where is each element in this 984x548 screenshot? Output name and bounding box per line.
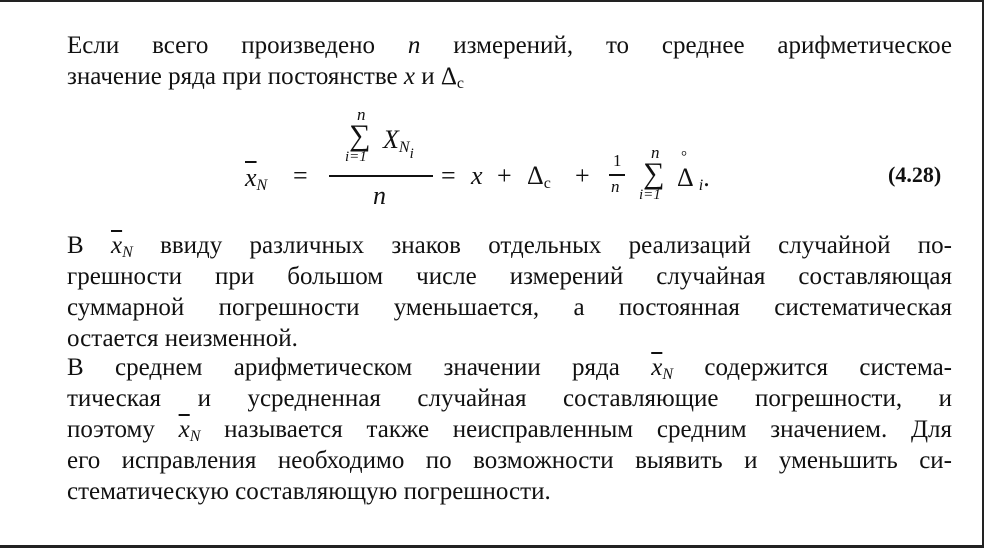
paragraph-uncorrected-mean: [67, 352, 952, 507]
formula-equals-2: =: [441, 161, 456, 190]
sum2-symbol: ∑: [643, 157, 665, 190]
sum2-upper-limit: n: [651, 143, 660, 162]
sum-symbol: ∑: [349, 119, 371, 152]
paragraph-3-line-5: стематическую составляющую погрешности.: [67, 478, 551, 505]
variable-x-bar-n: $\overline{x}_N$: [651, 354, 673, 383]
paragraph-intro-line-1: Если всего произведено n измерений, то среднее арифметическое: [67, 32, 952, 59]
paragraph-2-line-1: В $\overline{x}_N$ ввиду различных знаков отдельных реализаций случайной по-: [67, 232, 953, 261]
variable-n: n: [407, 32, 421, 59]
variable-x-bar-n: $\overline{x}_N$: [178, 416, 201, 445]
paragraph-3-line-3: поэтому $\overline{x}_N$ называется также неисправленным средним значением. Для: [67, 416, 952, 445]
paragraph-intro: [67, 30, 952, 92]
paragraph-2-line-3: суммарной погрешности уменьшается, а постоянная систематическая: [67, 294, 952, 321]
fraction-one: 1: [613, 151, 622, 170]
equation-number: (4.28): [888, 162, 942, 187]
sum2-lower-limit: i=1: [639, 187, 661, 203]
fraction-bar-main: [329, 175, 433, 177]
paragraph-random-error: [67, 230, 952, 354]
top-border: [0, 0, 984, 2]
paragraph-2-line-4: остается неизменной.: [67, 325, 298, 352]
paragraph-intro-line-2: значение ряда при постоянстве x и $\Delta_c$: [67, 63, 465, 92]
variable-x-bar-n: $\overline{x}_N$: [110, 232, 133, 261]
paragraph-3-line-1: В среднем арифметическом значении ряда $\overline{x}_N$ содержится система-: [67, 354, 953, 383]
fraction-n: n: [611, 177, 620, 196]
formula-numerator-var: $X_{Ni}$: [383, 125, 414, 162]
paragraph-2-line-2: грешности при большом числе измерений случайная составляющая: [67, 263, 952, 290]
formula-delta-c: $\Delta_c$: [527, 161, 551, 192]
sum-lower-limit: i=1: [345, 149, 367, 165]
formula-denominator: n: [373, 181, 386, 210]
fraction-bar-small: [609, 174, 625, 176]
formula-delta-i: Δ ° $_i$.: [677, 149, 710, 194]
formula-plus-2: +: [575, 161, 590, 190]
formula-lhs: $\overline{x}_N$: [245, 163, 268, 194]
formula-plus-1: +: [497, 161, 512, 190]
variable-x: x: [403, 63, 415, 90]
equation-4-28: [245, 105, 945, 215]
formula-x: x: [471, 161, 483, 190]
delta-symbol: Δ: [440, 63, 457, 90]
paragraph-3-line-2: тическая и усредненная случайная составляющие погрешности, и: [67, 385, 952, 412]
sum-upper-limit: n: [357, 105, 366, 124]
paragraph-3-line-4: его исправления необходимо по возможности выявить и уменьшить си-: [67, 447, 952, 474]
formula-equals-1: =: [293, 161, 308, 190]
